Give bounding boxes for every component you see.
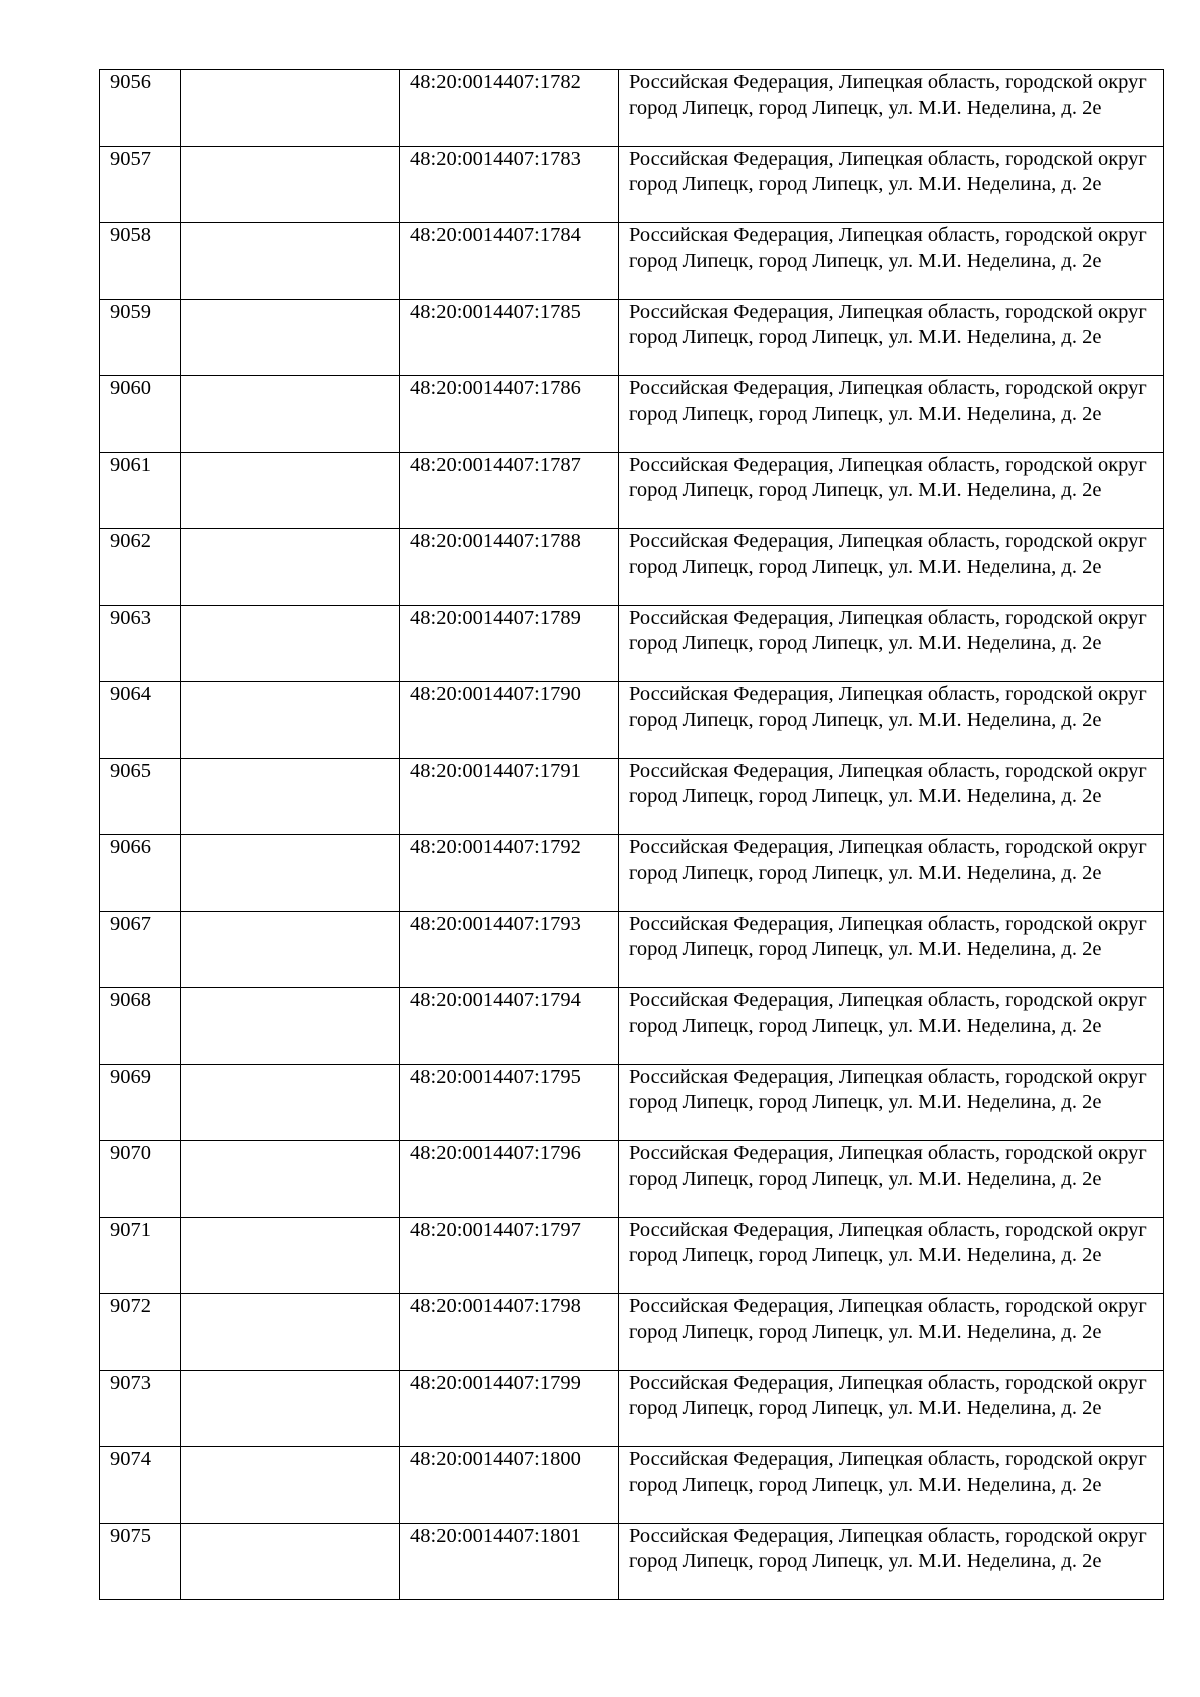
table-row [100, 682, 1164, 759]
table-row [100, 376, 1164, 453]
object-name-cell [181, 146, 400, 223]
table-row [100, 1217, 1164, 1294]
table-row [100, 1523, 1164, 1600]
object-name-cell [181, 1447, 400, 1524]
table-row [100, 223, 1164, 300]
cadastral-number-cell: 48:20:0014407:1794 [400, 988, 619, 1065]
object-name-cell [181, 911, 400, 988]
object-name-cell [181, 1217, 400, 1294]
cadastral-number-cell: 48:20:0014407:1798 [400, 1294, 619, 1371]
row-number-cell: 9067 [100, 911, 181, 988]
object-name-cell [181, 758, 400, 835]
cadastral-number-cell: 48:20:0014407:1791 [400, 758, 619, 835]
address-cell: Российская Федерация, Липецкая область, городской округ город Липецк, город Липецк, ул. М.И. Неделина, д. 2е [619, 1447, 1164, 1524]
address-cell: Российская Федерация, Липецкая область, городской округ город Липецк, город Липецк, ул. М.И. Неделина, д. 2е [619, 376, 1164, 453]
row-number-cell: 9058 [100, 223, 181, 300]
cadastral-number-cell: 48:20:0014407:1788 [400, 529, 619, 606]
object-name-cell [181, 529, 400, 606]
table-row [100, 70, 1164, 147]
row-number-cell: 9063 [100, 605, 181, 682]
cadastral-number-cell: 48:20:0014407:1784 [400, 223, 619, 300]
table-row [100, 835, 1164, 912]
address-cell: Российская Федерация, Липецкая область, городской округ город Липецк, город Липецк, ул. М.И. Неделина, д. 2е [619, 1141, 1164, 1218]
object-name-cell [181, 682, 400, 759]
object-name-cell [181, 1064, 400, 1141]
table-row [100, 988, 1164, 1065]
row-number-cell: 9074 [100, 1447, 181, 1524]
table-row [100, 605, 1164, 682]
address-cell: Российская Федерация, Липецкая область, городской округ город Липецк, город Липецк, ул. М.И. Неделина, д. 2е [619, 1217, 1164, 1294]
cadastral-number-cell: 48:20:0014407:1801 [400, 1523, 619, 1600]
row-number-cell: 9065 [100, 758, 181, 835]
object-name-cell [181, 299, 400, 376]
table-row [100, 1447, 1164, 1524]
table-row [100, 1141, 1164, 1218]
row-number-cell: 9075 [100, 1523, 181, 1600]
cadastral-number-cell: 48:20:0014407:1795 [400, 1064, 619, 1141]
cadastral-number-cell: 48:20:0014407:1796 [400, 1141, 619, 1218]
row-number-cell: 9057 [100, 146, 181, 223]
row-number-cell: 9069 [100, 1064, 181, 1141]
object-name-cell [181, 452, 400, 529]
cadastral-number-cell: 48:20:0014407:1793 [400, 911, 619, 988]
address-cell: Российская Федерация, Липецкая область, городской округ город Липецк, город Липецк, ул. М.И. Неделина, д. 2е [619, 452, 1164, 529]
address-cell: Российская Федерация, Липецкая область, городской округ город Липецк, город Липецк, ул. М.И. Неделина, д. 2е [619, 835, 1164, 912]
address-cell: Российская Федерация, Липецкая область, городской округ город Липецк, город Липецк, ул. М.И. Неделина, д. 2е [619, 1064, 1164, 1141]
object-name-cell [181, 835, 400, 912]
property-register-table [99, 69, 1164, 1600]
object-name-cell [181, 1141, 400, 1218]
address-cell: Российская Федерация, Липецкая область, городской округ город Липецк, город Липецк, ул. М.И. Неделина, д. 2е [619, 682, 1164, 759]
cadastral-number-cell: 48:20:0014407:1800 [400, 1447, 619, 1524]
row-number-cell: 9059 [100, 299, 181, 376]
row-number-cell: 9062 [100, 529, 181, 606]
table-row [100, 146, 1164, 223]
row-number-cell: 9060 [100, 376, 181, 453]
address-cell: Российская Федерация, Липецкая область, городской округ город Липецк, город Липецк, ул. М.И. Неделина, д. 2е [619, 1294, 1164, 1371]
cadastral-number-cell: 48:20:0014407:1787 [400, 452, 619, 529]
object-name-cell [181, 70, 400, 147]
cadastral-number-cell: 48:20:0014407:1785 [400, 299, 619, 376]
row-number-cell: 9068 [100, 988, 181, 1065]
object-name-cell [181, 988, 400, 1065]
row-number-cell: 9066 [100, 835, 181, 912]
cadastral-number-cell: 48:20:0014407:1789 [400, 605, 619, 682]
address-cell: Российская Федерация, Липецкая область, городской округ город Липецк, город Липецк, ул. М.И. Неделина, д. 2е [619, 911, 1164, 988]
row-number-cell: 9061 [100, 452, 181, 529]
row-number-cell: 9072 [100, 1294, 181, 1371]
cadastral-number-cell: 48:20:0014407:1799 [400, 1370, 619, 1447]
address-cell: Российская Федерация, Липецкая область, городской округ город Липецк, город Липецк, ул. М.И. Неделина, д. 2е [619, 70, 1164, 147]
object-name-cell [181, 605, 400, 682]
row-number-cell: 9064 [100, 682, 181, 759]
object-name-cell [181, 1523, 400, 1600]
cadastral-number-cell: 48:20:0014407:1786 [400, 376, 619, 453]
row-number-cell: 9070 [100, 1141, 181, 1218]
address-cell: Российская Федерация, Липецкая область, городской округ город Липецк, город Липецк, ул. М.И. Неделина, д. 2е [619, 605, 1164, 682]
cadastral-number-cell: 48:20:0014407:1792 [400, 835, 619, 912]
table-row [100, 452, 1164, 529]
cadastral-number-cell: 48:20:0014407:1790 [400, 682, 619, 759]
address-cell: Российская Федерация, Липецкая область, городской округ город Липецк, город Липецк, ул. М.И. Неделина, д. 2е [619, 1523, 1164, 1600]
address-cell: Российская Федерация, Липецкая область, городской округ город Липецк, город Липецк, ул. М.И. Неделина, д. 2е [619, 758, 1164, 835]
cadastral-number-cell: 48:20:0014407:1783 [400, 146, 619, 223]
row-number-cell: 9056 [100, 70, 181, 147]
object-name-cell [181, 1370, 400, 1447]
table-row [100, 1370, 1164, 1447]
cadastral-number-cell: 48:20:0014407:1797 [400, 1217, 619, 1294]
table-row [100, 758, 1164, 835]
address-cell: Российская Федерация, Липецкая область, городской округ город Липецк, город Липецк, ул. М.И. Неделина, д. 2е [619, 223, 1164, 300]
table-row [100, 1294, 1164, 1371]
address-cell: Российская Федерация, Липецкая область, городской округ город Липецк, город Липецк, ул. М.И. Неделина, д. 2е [619, 299, 1164, 376]
table-row [100, 299, 1164, 376]
address-cell: Российская Федерация, Липецкая область, городской округ город Липецк, город Липецк, ул. М.И. Неделина, д. 2е [619, 988, 1164, 1065]
table-row [100, 1064, 1164, 1141]
row-number-cell: 9071 [100, 1217, 181, 1294]
object-name-cell [181, 223, 400, 300]
row-number-cell: 9073 [100, 1370, 181, 1447]
address-cell: Российская Федерация, Липецкая область, городской округ город Липецк, город Липецк, ул. М.И. Неделина, д. 2е [619, 146, 1164, 223]
table-row [100, 529, 1164, 606]
address-cell: Российская Федерация, Липецкая область, городской округ город Липецк, город Липецк, ул. М.И. Неделина, д. 2е [619, 1370, 1164, 1447]
cadastral-number-cell: 48:20:0014407:1782 [400, 70, 619, 147]
object-name-cell [181, 376, 400, 453]
object-name-cell [181, 1294, 400, 1371]
address-cell: Российская Федерация, Липецкая область, городской округ город Липецк, город Липецк, ул. М.И. Неделина, д. 2е [619, 529, 1164, 606]
table-row [100, 911, 1164, 988]
